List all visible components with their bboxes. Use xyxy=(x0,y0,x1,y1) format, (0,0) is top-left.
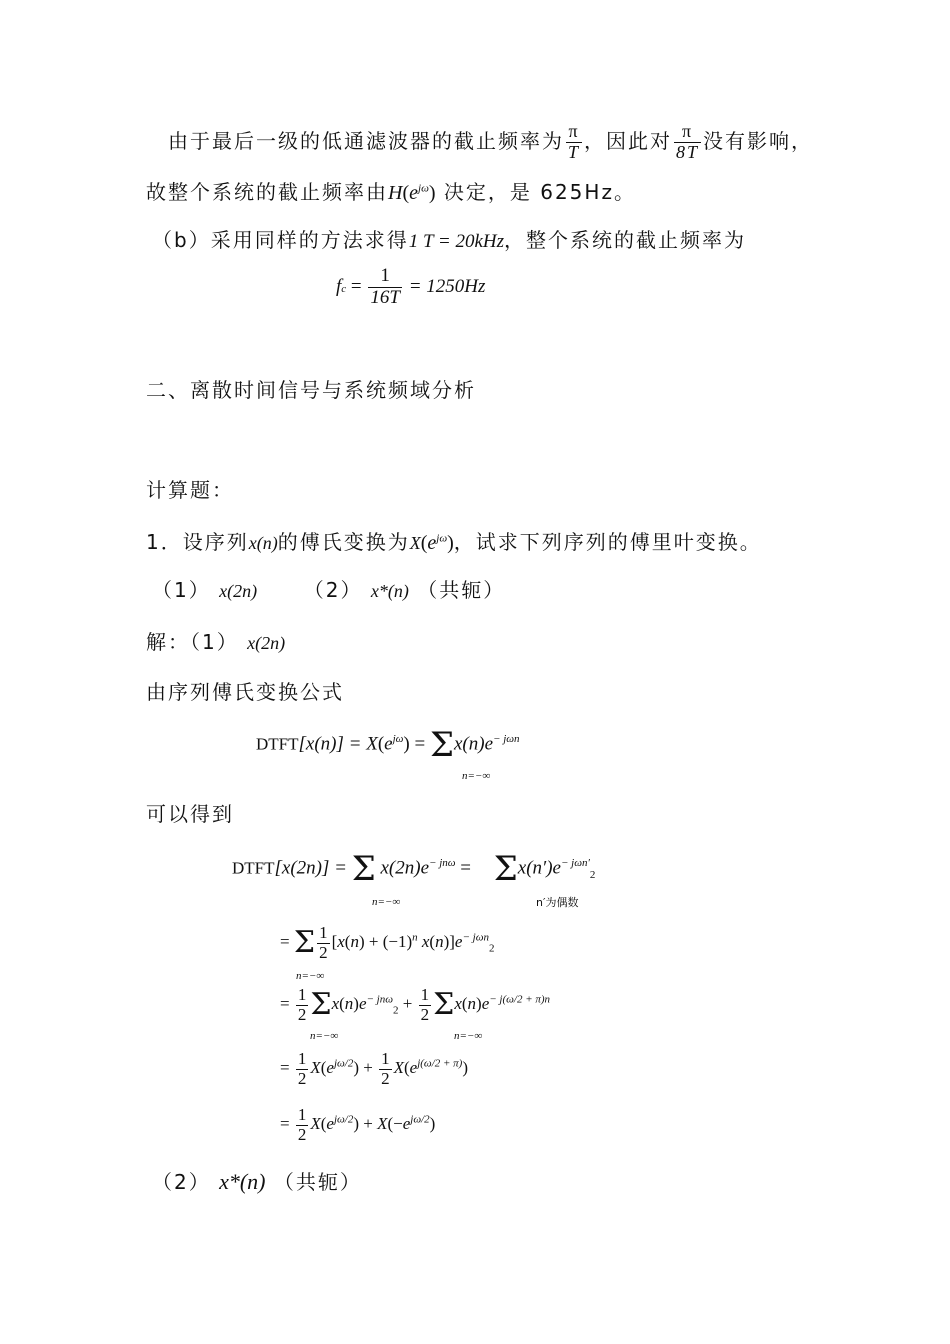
fc-equation: fc = $\frac{1}{16T}$ = 1250Hz xyxy=(336,265,486,308)
para-b-tail: ，整个系统的截止频率为 xyxy=(504,228,747,252)
para1-line2-a: 故整个系统的截止频率由 xyxy=(146,180,388,204)
question-parts: （1） x(2n) （2） x*(n) （共轭） xyxy=(152,578,506,602)
part2-line: （2） x*(n) （共轭） xyxy=(152,1169,362,1194)
dtft-equation-1: DTFT[x(n)] = $X(e^{j\omega}) = \Sigma x(n)e^{- j\omega n}$ xyxy=(256,725,520,765)
dtft-intro: 由序列傅氏变换公式 xyxy=(146,680,344,704)
dtft-equation-2: DTFT[x(2n)] = Σ $x(2n)e^{- jn\omega} = \Sigma x(n')e^{- j\omega n'}_2$ xyxy=(232,849,596,889)
derivation-limit-2b: n=−∞ xyxy=(454,1030,483,1042)
derivation-line-3: = $\frac{1}{2}$ $X(e^{j\omega/2})$ + $\frac{1}{2}$ $X(e^{j(\omega/2 + \pi)})$ xyxy=(280,1049,469,1088)
para-b-expr: 1 T = 20kHz xyxy=(408,231,505,252)
solution-label: 解：（1） x(2n) xyxy=(146,630,286,654)
derivation-line-1: = Σ $\frac{1}{2}$ [$x(n) + (-1)^n$ $x(n)]e^{- j\omega n}_2$ xyxy=(280,923,495,962)
obtain-text: 可以得到 xyxy=(146,802,234,826)
para1-text-c: 没有影响， xyxy=(703,128,814,153)
para-b xyxy=(152,224,746,253)
calc-heading: 计算题： xyxy=(146,478,234,502)
eq2-limit-1: n=−∞ xyxy=(372,896,401,908)
section-title: 二、离散时间信号与系统频域分析 xyxy=(146,378,476,402)
h-symbol: H xyxy=(388,182,403,204)
pi-over-t-fraction: $\frac{\pi}{T}$ xyxy=(568,121,581,162)
para1-line2: 故整个系统的截止频率由$H(e^{j\omega})$ 决定，是 625Hz。 xyxy=(146,180,636,204)
summation-symbol: Σ xyxy=(429,725,454,765)
derivation-limit-2a: n=−∞ xyxy=(310,1030,339,1042)
derivation-line-2: = $\frac{1}{2}$ $\Sigma x(n)e^{- jn\omega}_2$ + $\frac{1}{2}$ $\Sigma x(n)e^{- j(\omega/2 + \pi)n}$ xyxy=(280,985,551,1024)
eq1-limit: n=−∞ xyxy=(462,770,491,782)
eq2-limit-2: n′为偶数 xyxy=(536,896,579,909)
pi-over-8t-fraction: $\frac{\pi}{8T}$ xyxy=(676,121,700,162)
para1-line1 xyxy=(168,122,813,163)
para1-text-b: ，因此对 xyxy=(584,128,673,153)
derivation-limit-1: n=−∞ xyxy=(296,970,325,982)
derivation-line-4: = $\frac{1}{2}$ $X(e^{j\omega/2}) + X(-e^{j\omega/2})$ xyxy=(280,1105,436,1144)
question-1: 1．设序列x(n)的傅氏变换为$X(e^{j\omega})$，试求下列序列的傅里叶变换。 xyxy=(146,530,762,554)
para-b-lead: （b）采用同样的方法求得 xyxy=(152,228,409,252)
para1-text-a: 由于最后一级的低通滤波器的截止频率为 xyxy=(168,128,564,153)
para1-line2-b: 决定，是 625Hz。 xyxy=(443,180,636,204)
